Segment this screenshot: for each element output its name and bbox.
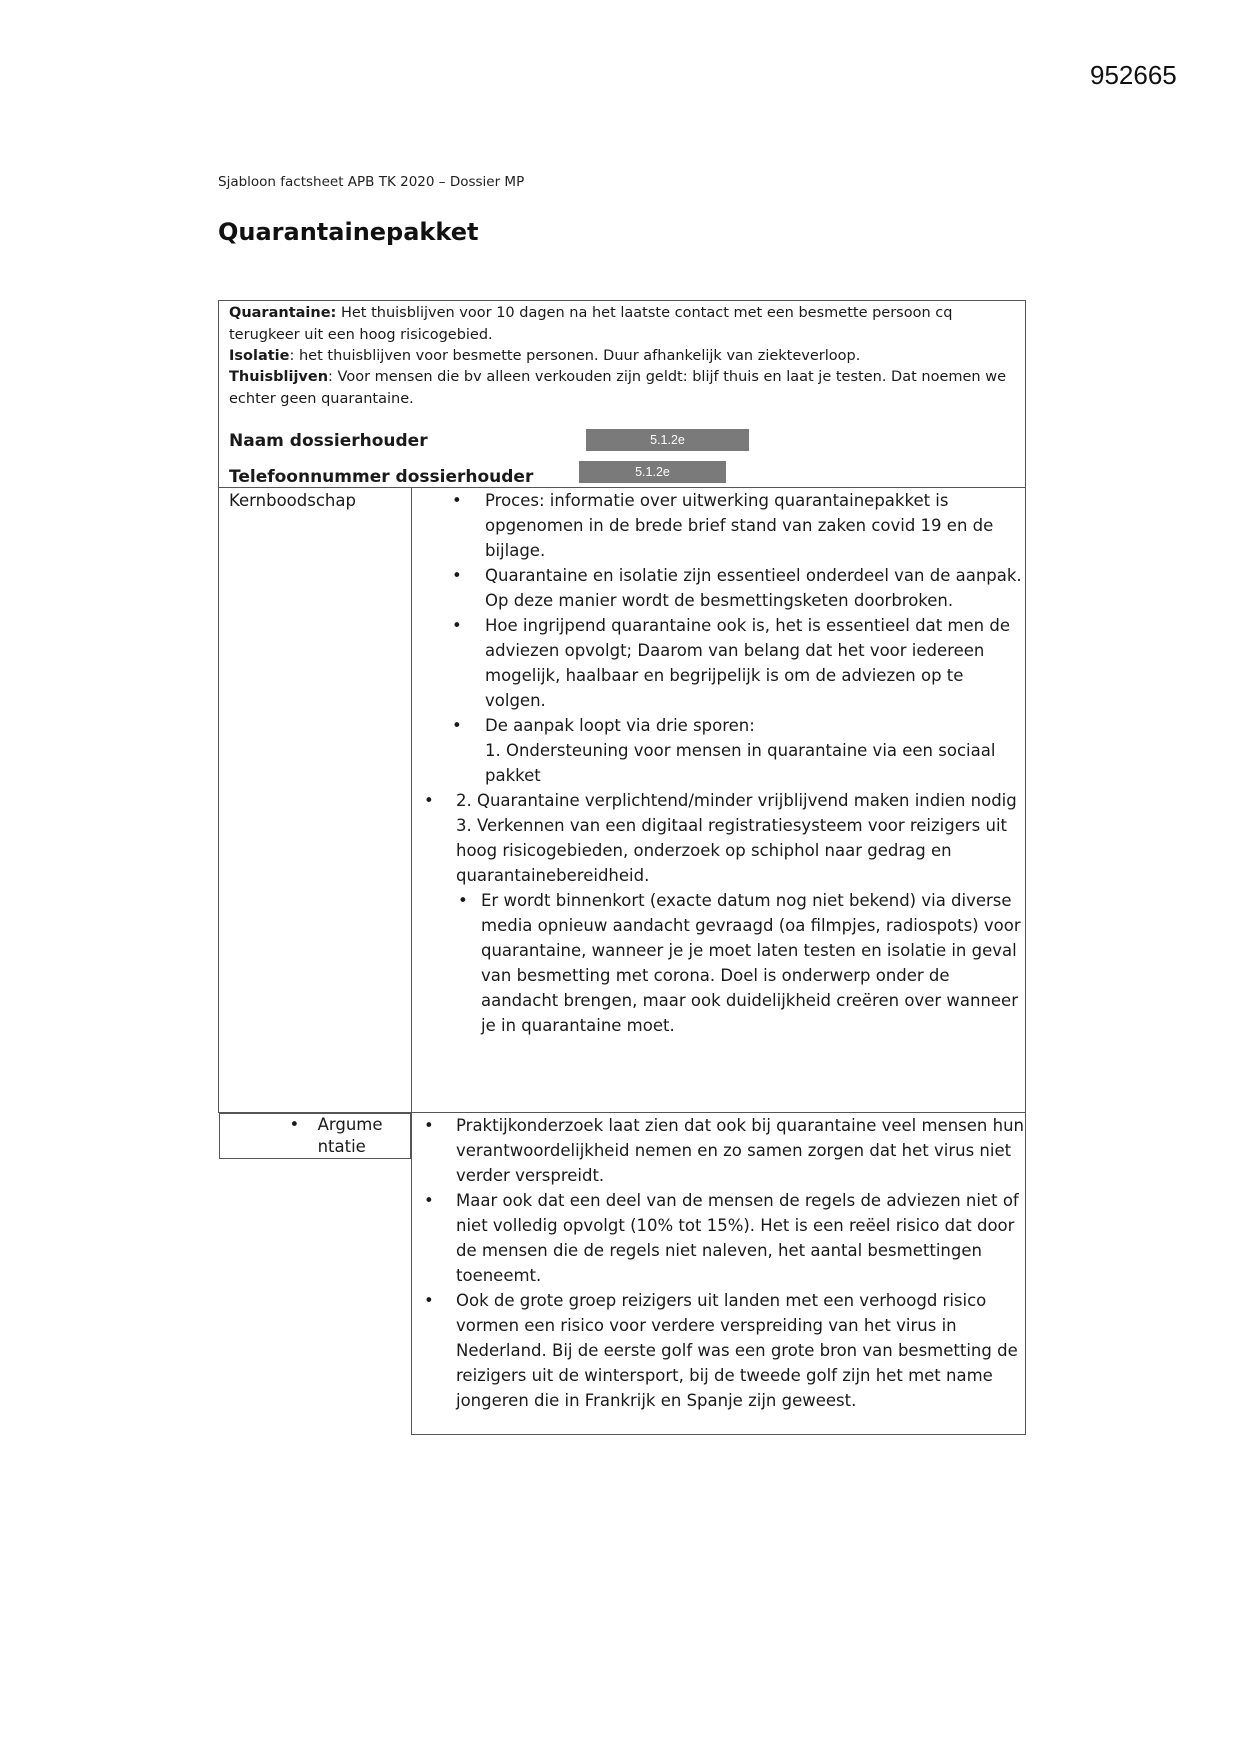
- document-number: 952665: [1090, 60, 1177, 90]
- list-item: [412, 1288, 1025, 1413]
- list-item: [412, 1113, 1025, 1188]
- item-text: Maar ook dat een deel van de mensen de regels de adviezen niet of niet volledig opvolgt (10% tot 15%). Het is een reëel risico dat door de mensen die de regels niet naleven, het aantal besmettingen toeneemt.: [456, 1191, 1019, 1285]
- definition-term: Isolatie: [229, 348, 290, 364]
- phone-label: Telefoonnummer dossierhouder: [229, 467, 534, 487]
- item-text: De aanpak loopt via drie sporen:: [485, 716, 755, 735]
- phone-redaction: 5.1.2e: [579, 461, 726, 483]
- bullet: •: [452, 716, 462, 735]
- list-item: [412, 613, 1025, 713]
- item-text: Hoe ingrijpend quarantaine ook is, het is essentieel dat men de adviezen opvolgt; Daarom van belang dat het voor iedereen mogelijk, haalbaar en begrijpelijk is om de adviezen op te volgen.: [485, 616, 1010, 710]
- definition-quarantaine: [229, 303, 1015, 346]
- item-text: Quarantaine en isolatie zijn essentieel onderdeel van de aanpak. Op deze manier wordt de besmettingsketen doorbroken.: [485, 566, 1022, 610]
- definition-text: : Voor mensen die bv alleen verkouden zijn geldt: blijf thuis en laat je testen. Dat noemen we echter geen quarantaine.: [229, 369, 1006, 407]
- table-row-kernboodschap: [219, 488, 1026, 1113]
- bullet: •: [424, 1291, 434, 1310]
- definition-text: : het thuisblijven voor besmette personen. Duur afhankelijk van ziekteverloop.: [289, 348, 861, 364]
- item-text: Ook de grote groep reizigers uit landen met een verhoogd risico vormen een risico voor verdere verspreiding van het virus in Nederland. Bij de eerste golf was een grote bron van besmetting de reizigers uit de wintersport, bij de tweede golf zijn het met name jongeren die in Frankrijk en Spanje zijn geweest.: [456, 1291, 1018, 1410]
- list-item: [412, 563, 1025, 613]
- item-text: Proces: informatie over uitwerking quarantainepakket is opgenomen in de brede brief stand van zaken covid 19 en de bijlage.: [485, 491, 994, 560]
- item-text: 1. Ondersteuning voor mensen in quarantaine via een sociaal pakket: [485, 741, 996, 785]
- bullet: •: [424, 1191, 434, 1210]
- item-text: Er wordt binnenkort (exacte datum nog niet bekend) via diverse media opnieuw aandacht gevraagd (oa filmpjes, radiospots) voor quarantaine, wanneer je je moet laten testen en isolatie in geval van besmetting met corona. Doel is onderwerp onder de aandacht brengen, maar ook duidelijkheid creëren over wanneer je in quarantaine moet.: [481, 891, 1021, 1035]
- row-label-text: Argume ntatie: [317, 1115, 383, 1156]
- page-title: Quarantainepakket: [218, 218, 479, 246]
- list-item: [412, 813, 1025, 888]
- list-item: [412, 488, 1025, 563]
- list-item: [412, 713, 1025, 738]
- item-text: 3. Verkennen van een digitaal registratiesysteem voor reizigers uit hoog risicogebieden, onderzoek op schiphol naar gedrag en quarantainebereidheid.: [456, 816, 1008, 885]
- row-label: Kernboodschap: [219, 488, 412, 1113]
- list-item: [412, 788, 1025, 813]
- bullet: •: [452, 491, 462, 510]
- table-row-argumentatie: [219, 1113, 1026, 1435]
- item-text: Praktijkonderzoek laat zien dat ook bij quarantaine veel mensen hun verantwoordelijkheid nemen en zo samen zorgen dat het virus niet verder verspreidt.: [456, 1116, 1024, 1185]
- bullet: •: [424, 1116, 434, 1135]
- definition-term: Quarantaine:: [229, 305, 337, 321]
- header-line: Sjabloon factsheet APB TK 2020 – Dossier MP: [218, 174, 525, 190]
- row-content: [412, 1113, 1026, 1435]
- list-item: [412, 738, 1025, 788]
- name-label: Naam dossierhouder: [229, 431, 428, 451]
- definitions-box: [218, 300, 1026, 488]
- definition-term: Thuisblijven: [229, 369, 329, 385]
- name-redaction: 5.1.2e: [586, 429, 749, 451]
- definition-thuisblijven: [229, 367, 1015, 410]
- factsheet-table: [218, 487, 1026, 1435]
- definition-isolatie: [229, 346, 1015, 368]
- row-content: [412, 488, 1026, 1113]
- bullet: •: [289, 1115, 300, 1134]
- list-item: [412, 888, 1025, 1038]
- bullet: •: [452, 566, 462, 585]
- row-label: [219, 1113, 412, 1159]
- item-text: 2. Quarantaine verplichtend/minder vrijblijvend maken indien nodig: [456, 791, 1017, 810]
- bullet: •: [452, 616, 462, 635]
- bullet: •: [424, 791, 434, 810]
- list-item: [412, 1188, 1025, 1288]
- definition-text: Het thuisblijven voor 10 dagen na het laatste contact met een besmette persoon cq terugkeer uit een hoog risicogebied.: [229, 305, 953, 343]
- bullet: •: [458, 891, 468, 910]
